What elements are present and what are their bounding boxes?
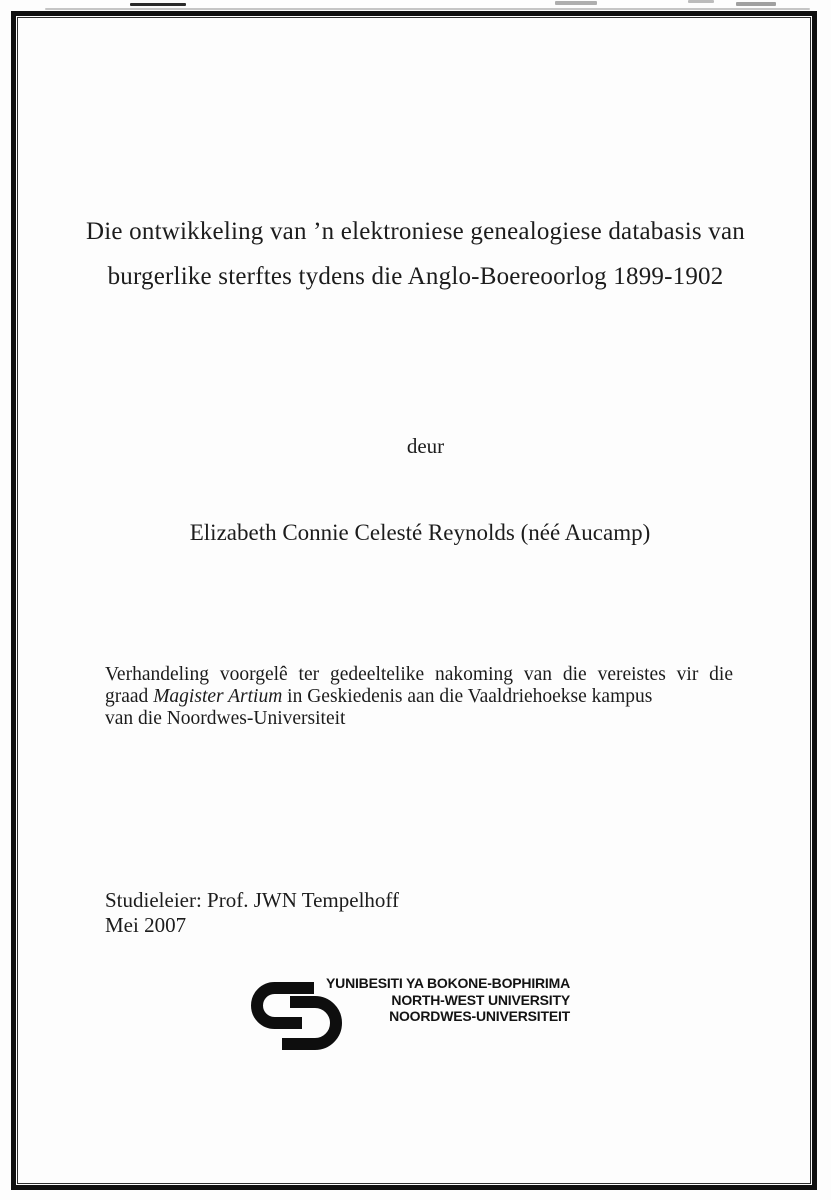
- supervisor-block: [105, 888, 399, 938]
- byline-deur: deur: [406, 434, 445, 458]
- scan-artifact: [555, 1, 597, 5]
- author-name: Elizabeth Connie Celesté Reynolds (néé Aucamp): [189, 520, 651, 545]
- title-line-2: burgerlike sterftes tydens die Anglo-Boereoorlog 1899-1902: [107, 263, 724, 290]
- statement-line-3: van die Noordwes-Universiteit: [105, 708, 346, 729]
- degree-statement: [105, 664, 733, 730]
- statement-line-2-post: in Geskiedenis aan die Vaaldriehoekse kampus: [282, 686, 653, 707]
- logo-text-setswana: YUNIBESITI YA BOKONE-BOPHIRIMA: [326, 975, 570, 991]
- statement-line-2: [105, 686, 733, 708]
- logo-text-afrikaans: NOORDWES-UNIVERSITEIT: [389, 1008, 570, 1024]
- logo-text-english: NORTH-WEST UNIVERSITY: [391, 991, 570, 1008]
- date-line: Mei 2007: [105, 913, 187, 937]
- title-line-1: Die ontwikkeling van ’n elektroniese genealogiese databasis van: [86, 218, 745, 245]
- statement-line-2-pre: graad: [105, 686, 154, 707]
- statement-degree-name: Magister Artium: [153, 686, 283, 707]
- scan-artifact: [45, 8, 810, 10]
- nwu-logo-text: [280, 975, 570, 1025]
- supervisor-line: Studieleier: Prof. JWN Tempelhoff: [105, 888, 400, 912]
- thesis-title: [0, 209, 831, 299]
- scan-artifact: [130, 3, 186, 6]
- scan-artifact: [736, 2, 776, 6]
- statement-line-1: Verhandeling voorgelê ter gedeeltelike nakoming van die vereistes vir die: [105, 664, 733, 685]
- scan-artifact: [688, 0, 714, 3]
